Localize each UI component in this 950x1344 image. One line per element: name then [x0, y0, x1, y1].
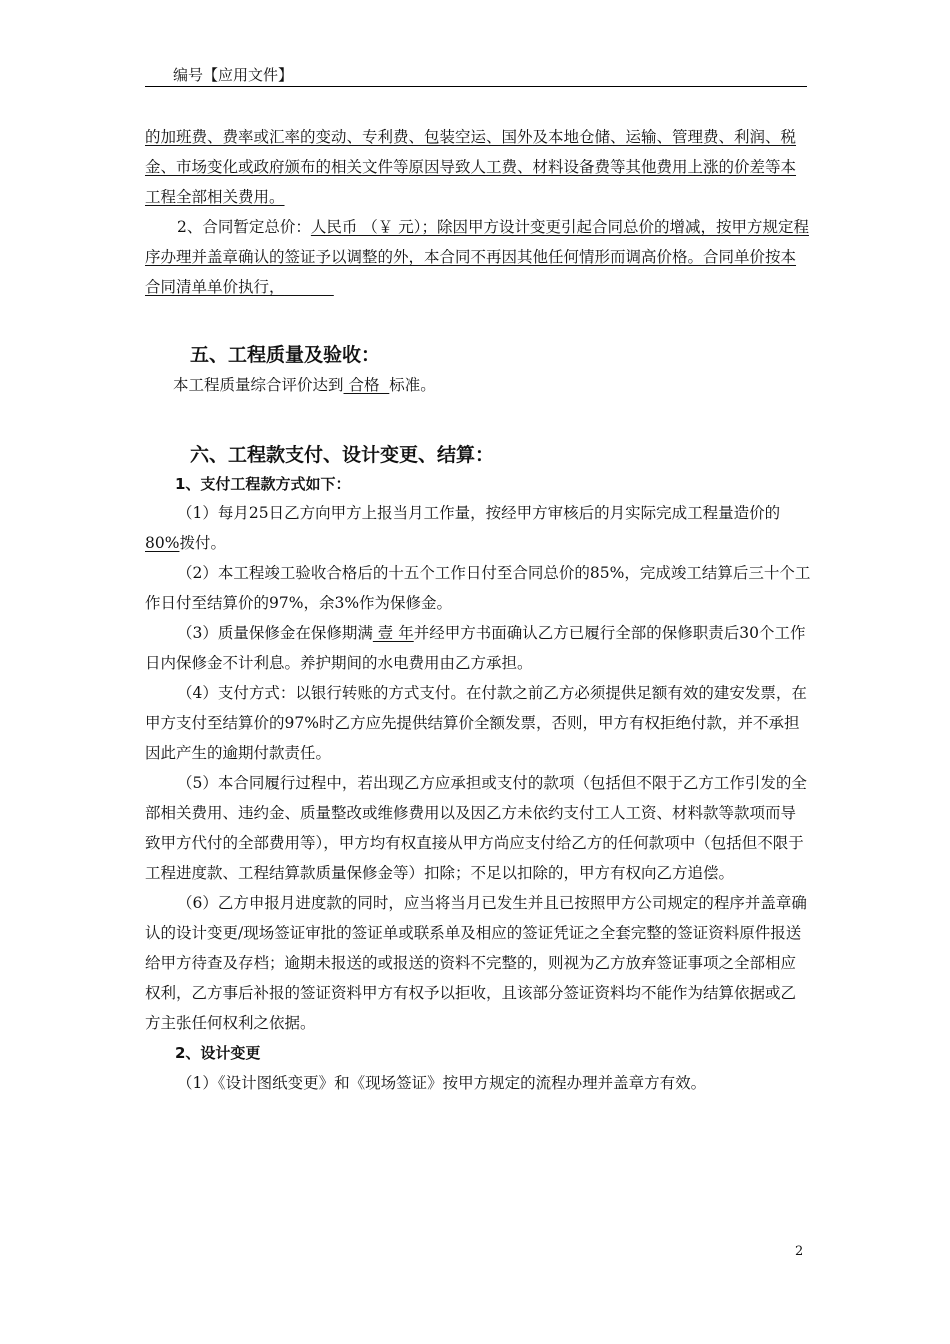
clause-monthly-payment	[145, 498, 811, 558]
contract-total-blank	[285, 278, 334, 296]
heading-payment-settlement: 六、工程款支付、设计变更、结算：	[190, 444, 495, 466]
warranty-text-b: 并经甲方书面确认乙方已履行全部的保修职责后30个工作日内保修金不计利息。养护期间的水电费用由乙方承担。	[145, 624, 806, 672]
clause-warranty-deposit	[145, 618, 811, 678]
document-body	[145, 122, 811, 1098]
contract-total-label: 2、合同暂定总价：	[177, 218, 311, 236]
page-header	[145, 64, 807, 87]
paragraph-contract-total	[145, 212, 811, 302]
page-number: 2	[795, 1244, 804, 1259]
quality-prefix: 本工程质量综合评价达到	[173, 376, 344, 394]
price-inclusions-text: 的加班费、费率或汇率的变动、专利费、包装空运、国外及本地仓储、运输、管理费、利润、税金、市场变化或政府颁布的相关文件等原因导致人工费、材料设备费等其他费用上涨的价差等本工程全部相关费用。	[145, 128, 797, 206]
quality-grade: 合格	[343, 376, 390, 394]
paragraph-price-inclusions	[145, 122, 811, 212]
quality-suffix: 标准。	[389, 376, 436, 394]
clause-deductions: （5）本合同履行过程中，若出现乙方应承担或支付的款项（包括但不限于乙方工作引发的全部相关费用、违约金、质量整改或维修费用以及因乙方未依约支付工人工资、材料款等款项而导致甲方代付的全部费用等），甲方均有权直接从甲方尚应支付给乙方的任何款项中（包括但不限于工程进度款、工程结算款质量保修金等）扣除；不足以扣除的，甲方有权向乙方追偿。	[145, 774, 807, 882]
contract-total-text: 人民币 （￥ 元）；除因甲方设计变更引起合同总价的增减，按甲方规定程序办理并盖章确认的签证予以调整的外，本合同不再因其他任何情形而调高价格。合同单价按本合同清单单价执行，	[145, 218, 809, 296]
clause-completion-payment: （2）本工程竣工验收合格后的十五个工作日付至合同总价的85%，完成竣工结算后三十个工作日付至结算价的97%，余3%作为保修金。	[145, 564, 811, 612]
heading-quality-acceptance: 五、工程质量及验收：	[190, 344, 381, 366]
clause-payment-method: （4）支付方式：以银行转账的方式支付。在付款之前乙方必须提供足额有效的建安发票，在甲方支付至结算价的97%时乙方应先提供结算价全额发票，否则，甲方有权拒绝付款，并不承担因此产生的逾期付款责任。	[145, 684, 807, 762]
warranty-period: 壹 年	[372, 624, 414, 642]
paragraph-quality-standard	[145, 370, 811, 400]
clause-change-documentation: （6）乙方申报月进度款的同时，应当将当月已发生并且已按照甲方公司规定的程序并盖章确认的设计变更/现场签证审批的签证单或联系单及相应的签证凭证之全套完整的签证资料原件报送给甲方待查及存档；逾期未报送的或报送的资料不完整的，则视为乙方放弃签证事项之全部相应权利，乙方事后补报的签证资料甲方有权予以拒收，且该部分签证资料均不能作为结算依据或乙方主张任何权利之依据。	[145, 894, 807, 1032]
monthly-payment-end: 拨付。	[179, 534, 226, 552]
subheading-payment-method: 1、支付工程款方式如下：	[175, 475, 351, 493]
subheading-design-change: 2、设计变更	[175, 1044, 261, 1062]
monthly-payment-text: （1）每月25日乙方向甲方上报当月工作量，按经甲方审核后的月实际完成工程量造价的	[177, 504, 781, 522]
header-doc-number: 编号【应用文件】	[173, 66, 294, 84]
monthly-payment-rate: 80%	[145, 534, 180, 552]
clause-design-change-process: （1）《设计图纸变更》和《现场签证》按甲方规定的流程办理并盖章方有效。	[177, 1074, 707, 1092]
warranty-text-a: （3）质量保修金在保修期满	[177, 624, 373, 642]
